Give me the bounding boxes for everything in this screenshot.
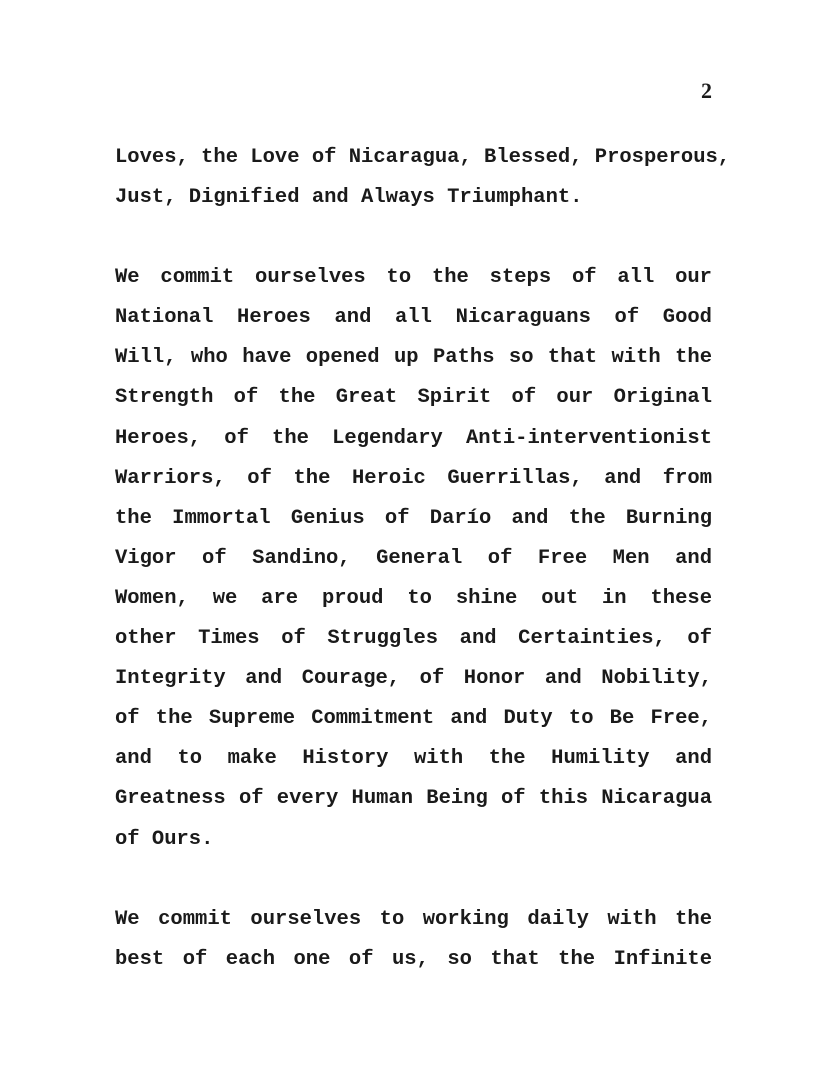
text-line: and to make History with the Humility and <box>115 747 712 771</box>
text-line: Heroes, of the Legendary Anti-interventionist <box>115 426 712 450</box>
text-line: We commit ourselves to the steps of all our <box>115 266 712 290</box>
text-line: other Times of Struggles and Certainties, of <box>115 627 712 651</box>
text-line: We commit ourselves to working daily with the <box>115 907 712 931</box>
text-line: Women, we are proud to shine out in these <box>115 586 712 610</box>
document-body <box>115 138 731 980</box>
paragraph-3 <box>115 900 712 980</box>
text-line: Just, Dignified and Always Triumphant. <box>115 186 583 210</box>
text-line: of Ours. <box>115 827 214 851</box>
text-line: Strength of the Great Spirit of our Original <box>115 386 712 410</box>
text-line: National Heroes and all Nicaraguans of Good <box>115 306 712 330</box>
text-line: best of each one of us, so that the Infinite <box>115 947 712 971</box>
text-line: Greatness of every Human Being of this Nicaragua <box>115 787 712 811</box>
text-line: of the Supreme Commitment and Duty to Be Free, <box>115 707 712 731</box>
text-line: Warriors, of the Heroic Guerrillas, and from <box>115 466 712 490</box>
paragraph-2 <box>115 258 712 859</box>
text-line: Loves, the Love of Nicaragua, Blessed, Prosperous, <box>115 146 731 169</box>
text-line: Will, who have opened up Paths so that with the <box>115 346 712 370</box>
text-line: Integrity and Courage, of Honor and Nobility, <box>115 667 712 691</box>
text-line: the Immortal Genius of Darío and the Burning <box>115 506 712 530</box>
text-line: Vigor of Sandino, General of Free Men and <box>115 546 712 570</box>
paragraph-1 <box>115 138 731 218</box>
page-number: 2 <box>701 78 712 103</box>
